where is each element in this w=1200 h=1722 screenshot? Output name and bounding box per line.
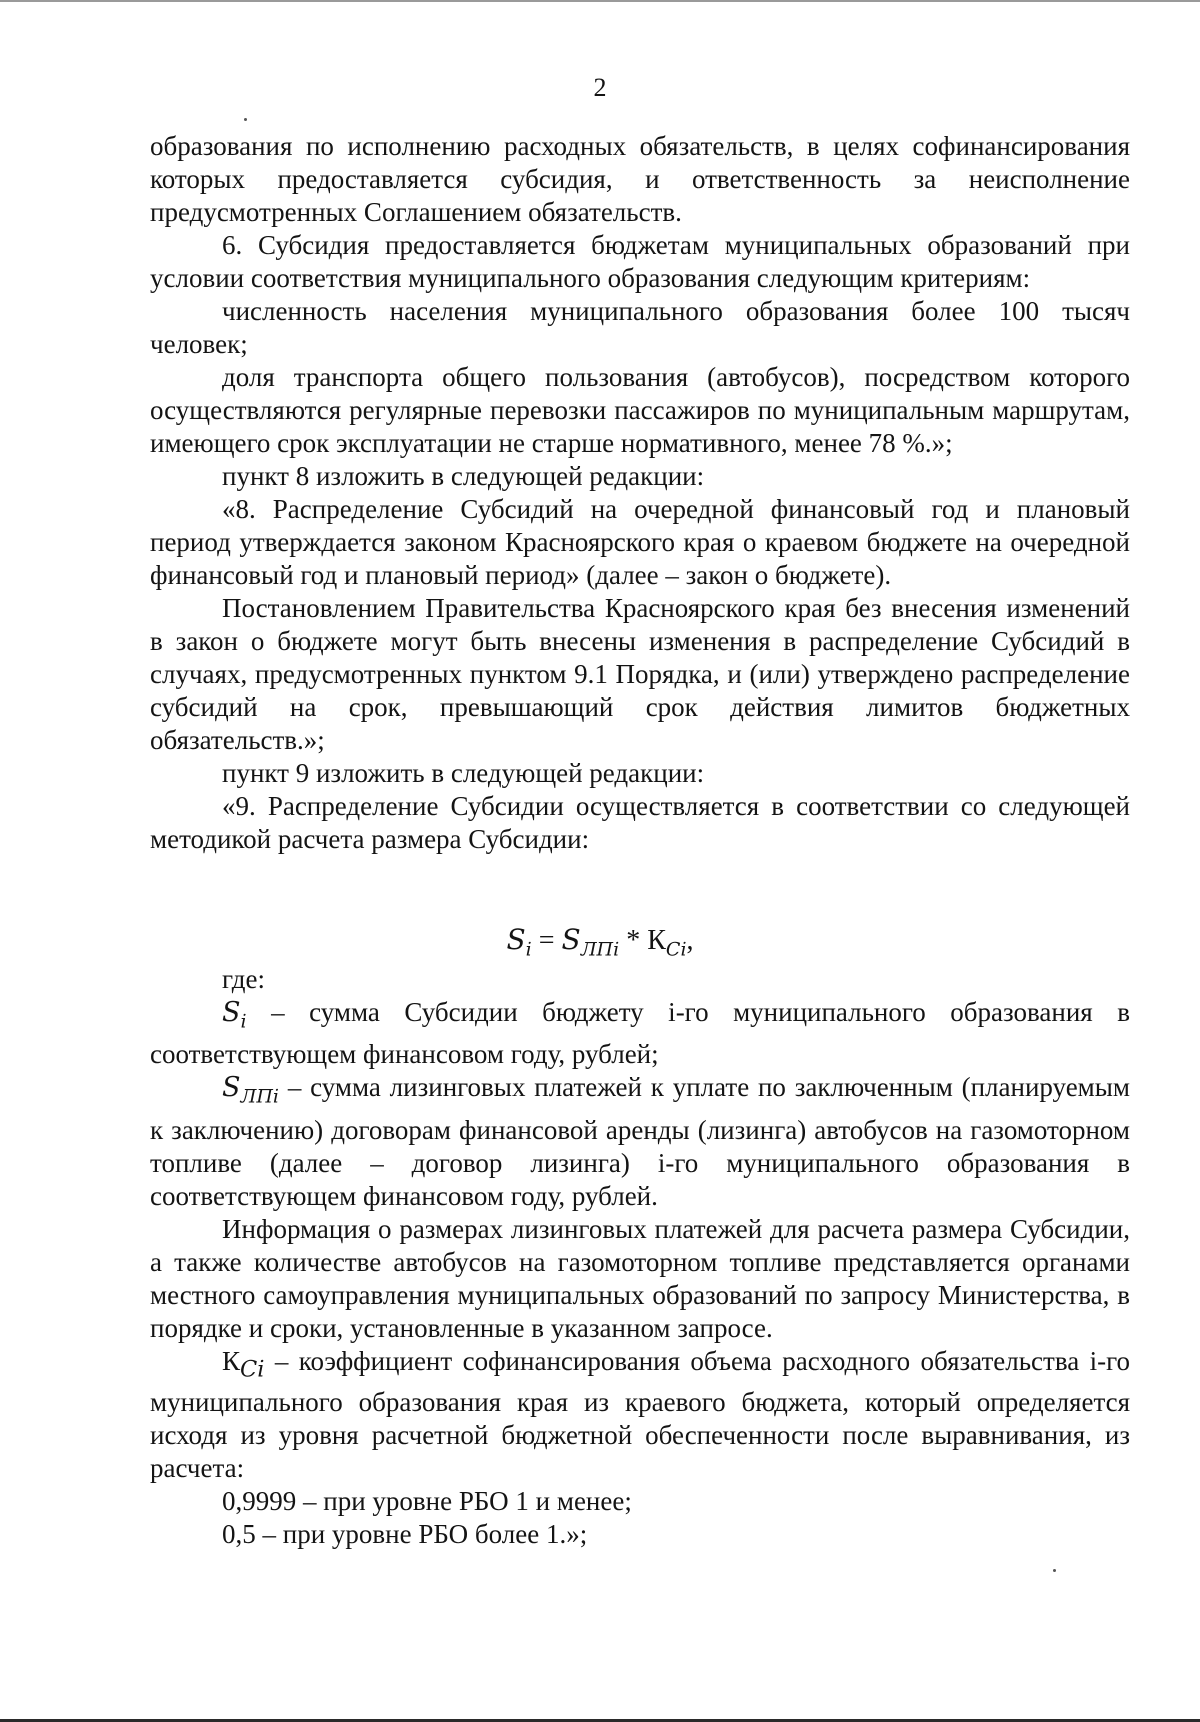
si-text: – сумма Субсидии бюджету i-го муниципального образования в соответствующем финансовом году, рублей; <box>150 997 1130 1070</box>
paragraph-info: Информация о размерах лизинговых платежей для расчета размера Субсидии, а также количестве автобусов на газомоторном топливе представляется органами местного самоуправления муниципальных образований по запросу Министерства, в порядке и сроки, установленные в указанном запросе. <box>150 1213 1130 1343</box>
paragraph-continuation: образования по исполнению расходных обязательств, в целях софинансирования которых предоставляется субсидия, и ответственность за неисполнение предусмотренных Соглашением обязательств. <box>150 131 1130 227</box>
document-body <box>150 130 1130 1551</box>
si-symbol: $S_i$ <box>222 997 247 1033</box>
scan-speck <box>1053 1569 1056 1572</box>
formula-tail: , <box>686 925 694 956</box>
paragraph-amend-item-9: пункт 9 изложить в следующей редакции: <box>222 758 705 788</box>
page-number: 2 <box>593 73 607 102</box>
slp-symbol: $S_{ЛПi}$ <box>222 1072 280 1108</box>
formula <box>0 922 1200 968</box>
formula-k: $К_{Ci}$ <box>647 925 687 961</box>
paragraph-item-8: «8. Распределение Субсидий на очередной финансовый год и плановый период утверждается законом Красноярского края о краевом бюджете на очередной финансовый год и плановый период» (далее – закон о бюджете). <box>150 494 1130 590</box>
coefficient-option-1: 0,9999 – при уровне РБО 1 и менее; <box>222 1486 632 1517</box>
k-text: – коэффициент софинансирования объема расходного обязательства i-го муниципального образования края из краевого бюджета, который определяется исходя из уровня расчетной бюджетной обеспеченности после выравнивания, из расчета: <box>150 1345 1130 1484</box>
paragraph-criterion-population: численность населения муниципального образования более 100 тысяч человек; <box>150 296 1130 359</box>
definition-slp <box>150 1071 1130 1212</box>
coefficient-option-2: 0,5 – при уровне РБО более 1.»; <box>222 1519 588 1550</box>
slp-text: – сумма лизинговых платежей к уплате по заключенным (планируемым к заключению) договорам финансовой аренды (лизинга) автобусов на газомоторном топливе (далее – договор лизинга) i-го муниципального образования в соответствующем финансовом году, рублей. <box>150 1072 1130 1211</box>
formula-eq: = <box>531 925 562 956</box>
k-symbol: $К_{Ci}$ <box>222 1345 265 1383</box>
paragraph-amend-item-8: пункт 8 изложить в следующей редакции: <box>222 461 705 491</box>
where-label: где: <box>222 964 265 994</box>
formula-lhs: $S_i$ <box>506 923 532 961</box>
definition-k <box>150 1345 1130 1485</box>
scan-edge-top <box>0 0 1200 2</box>
formula-op: * <box>619 925 648 956</box>
definition-si <box>150 996 1130 1071</box>
paragraph-item-6: 6. Субсидия предоставляется бюджетам муниципальных образований при условии соответствия муниципального образования следующим критериям: <box>150 230 1130 293</box>
paragraph-item-9: «9. Распределение Субсидии осуществляется в соответствии со следующей методикой расчета размера Субсидии: <box>150 791 1130 854</box>
scan-speck <box>244 118 247 121</box>
paragraph-criterion-transport: доля транспорта общего пользования (автобусов), посредством которого осуществляются регулярные перевозки пассажиров по муниципальным маршрутам, имеющего срок эксплуатации не старше нормативного, менее 78 %.»; <box>150 362 1130 458</box>
paragraph-resolution: Постановлением Правительства Красноярского края без внесения изменений в закон о бюджете могут быть внесены изменения в распределение Субсидий в случаях, предусмотренных пунктом 9.1 Порядка, и (или) утверждено распределение субсидий на срок, превышающий срок действия лимитов бюджетных обязательств.»; <box>150 593 1130 755</box>
formula-s: $S_{ЛПi}$ <box>561 923 620 961</box>
